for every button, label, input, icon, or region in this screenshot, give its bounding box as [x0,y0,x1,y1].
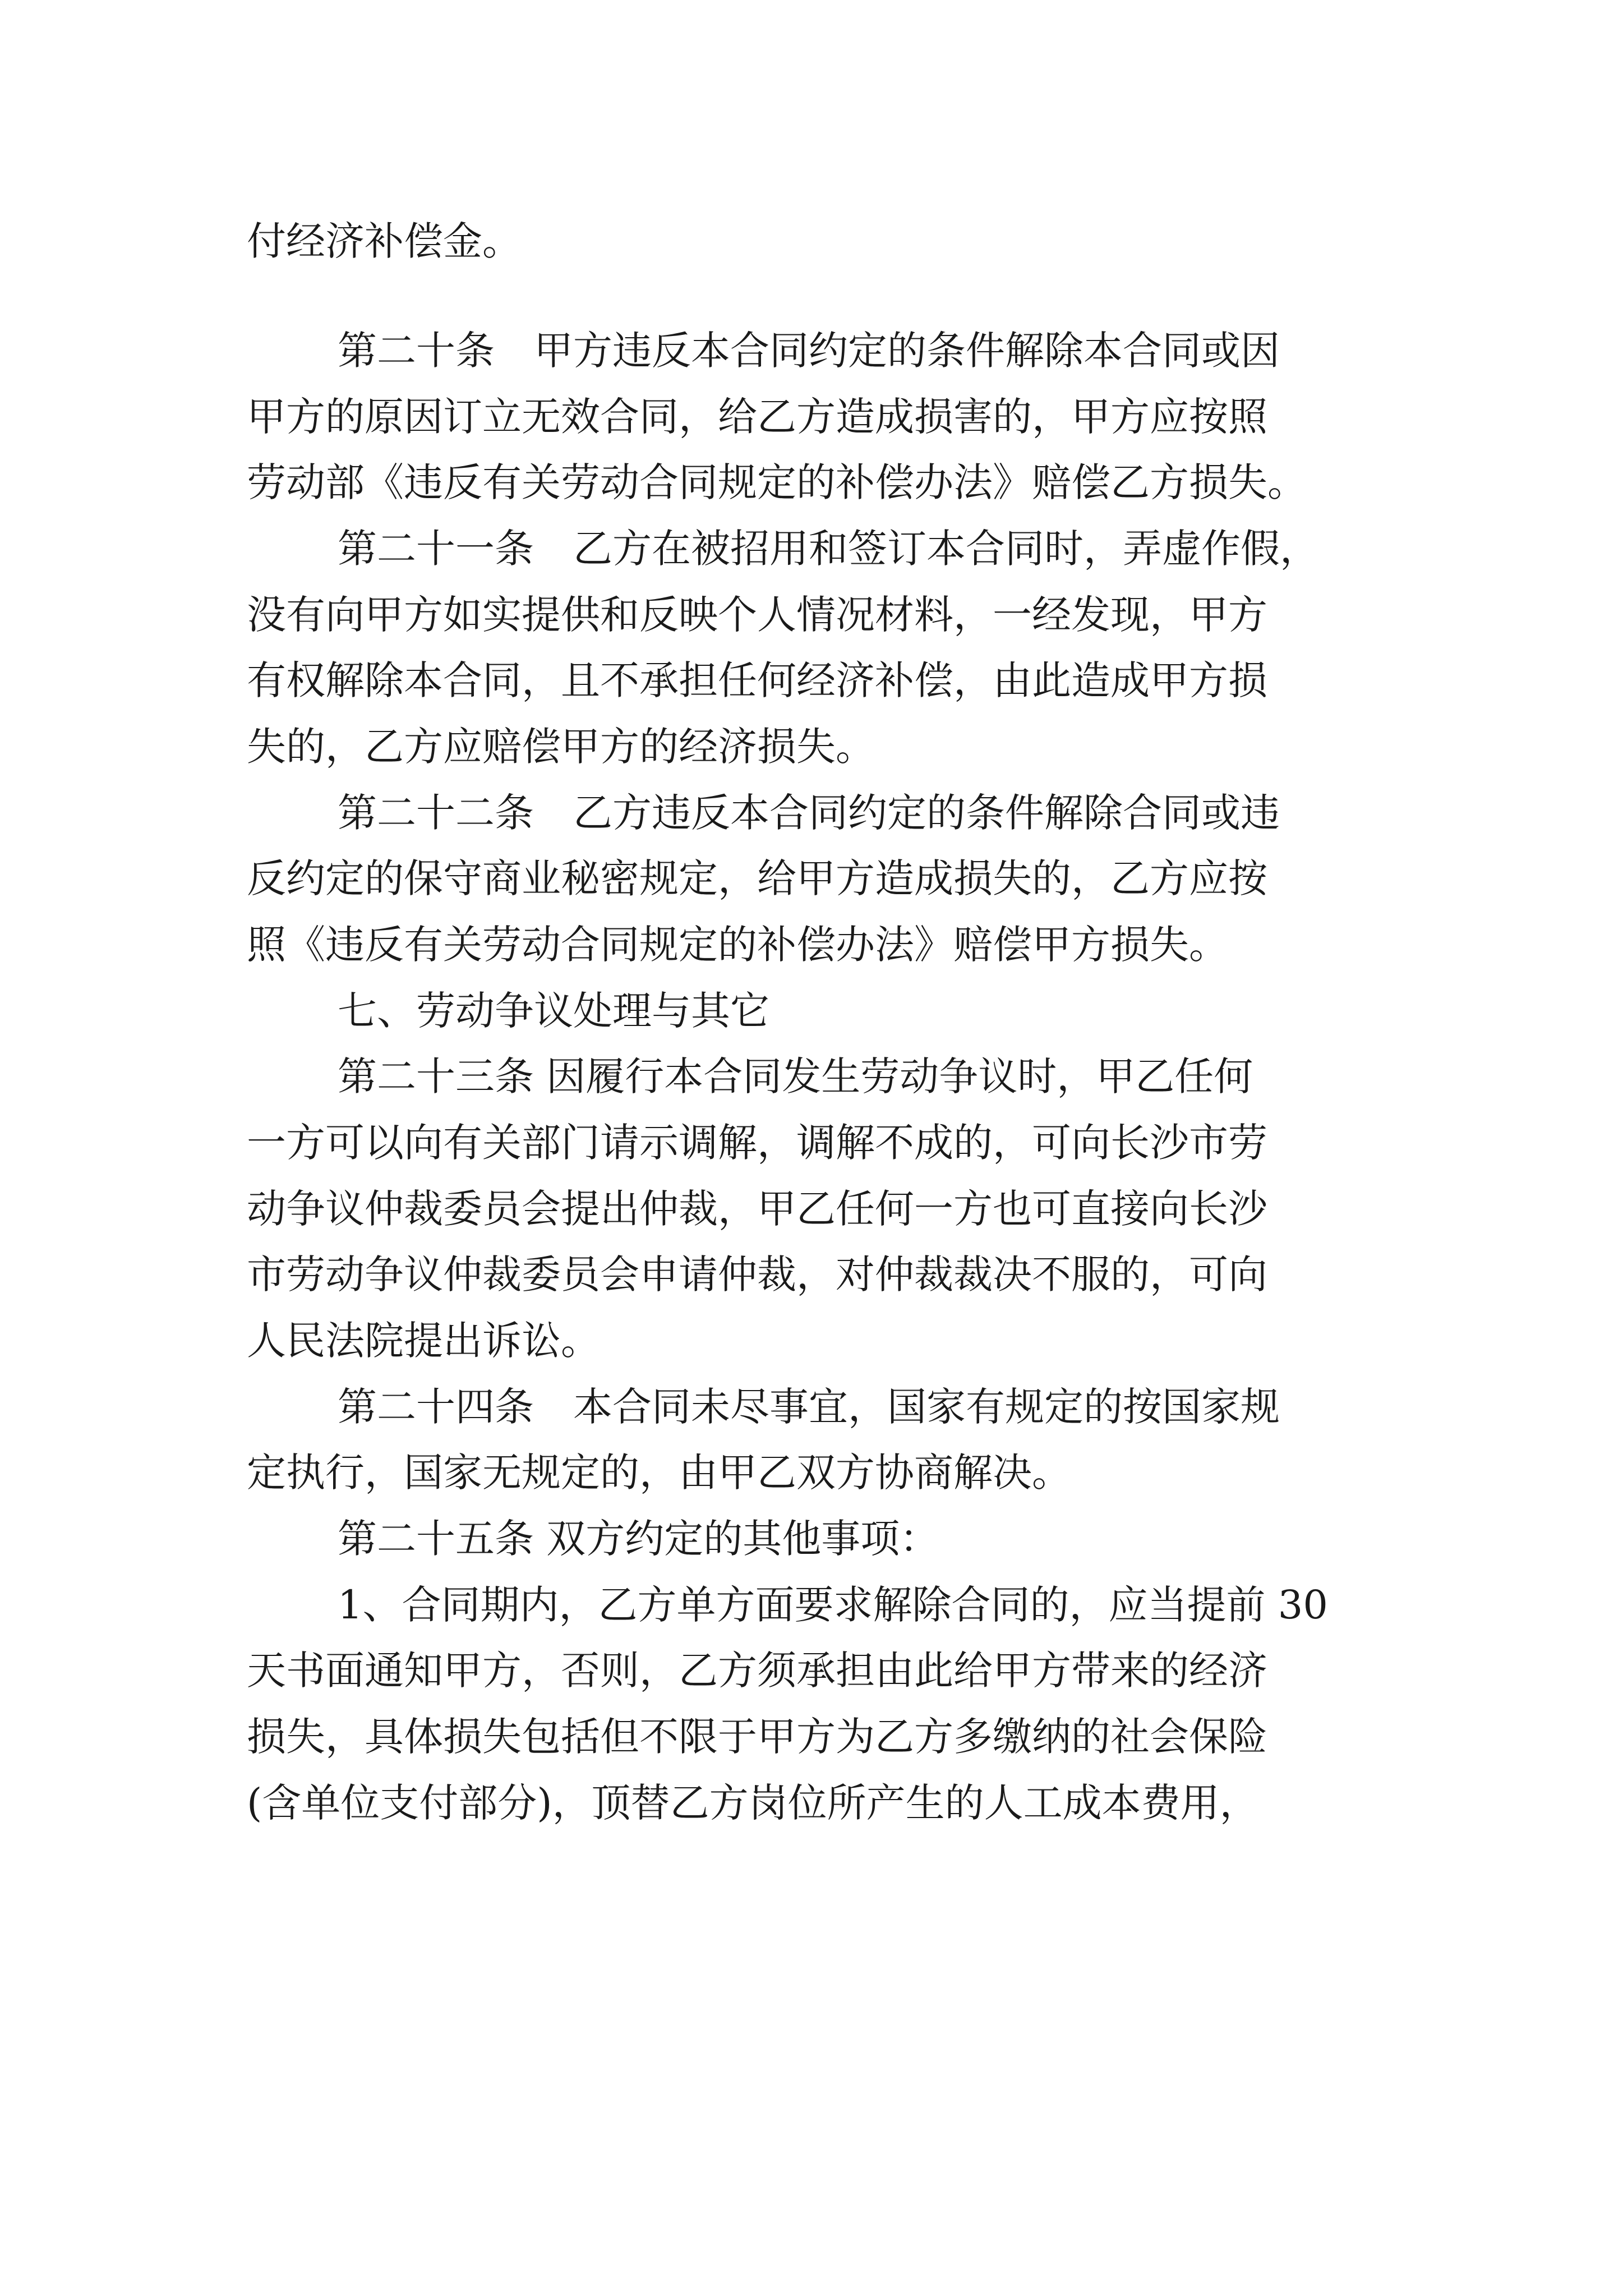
text-line: 人民法院提出诉讼。 [247,1318,600,1364]
text-line: 损失，具体损失包括但不限于甲方为乙方多缴纳的社会保险 [247,1714,1267,1760]
text-line: (含单位支付部分)，顶替乙方岗位所产生的人工成本费用， [247,1780,1259,1826]
text-line: 劳动部《违反有关劳动合同规定的补偿办法》赔偿乙方损失。 [247,459,1307,505]
text-line: 第二十二条 乙方违反本合同约定的条件解除合同或违 [338,790,1280,836]
text-line: 付经济补偿金。 [247,218,522,264]
text-line: 天书面通知甲方，否则，乙方须承担由此给甲方带来的经济 [247,1648,1267,1694]
text-line: 第二十四条 本合同未尽事宜，国家有规定的按国家规 [338,1384,1280,1430]
text-line: 市劳动争议仲裁委员会申请仲裁，对仲裁裁决不服的，可向 [247,1251,1267,1297]
section-heading: 七、劳动争议处理与其它 [338,988,769,1034]
text-line: 第二十条 甲方违反本合同约定的条件解除本合同或因 [338,328,1280,374]
text-line: 1、合同期内，乙方单方面要求解除合同的，应当提前 30 [338,1582,1328,1628]
text-line: 失的，乙方应赔偿甲方的经济损失。 [247,724,875,770]
text-line: 第二十三条 因履行本合同发生劳动争议时，甲乙任何 [338,1053,1253,1099]
text-line: 一方可以向有关部门请示调解，调解不成的，可向长沙市劳 [247,1120,1267,1166]
text-line: 第二十一条 乙方在被招用和签订本合同时，弄虚作假， [338,526,1319,572]
text-line: 动争议仲裁委员会提出仲裁，甲乙任何一方也可直接向长沙 [247,1186,1267,1232]
text-line: 有权解除本合同，且不承担任何经济补偿，由此造成甲方损 [247,657,1267,703]
text-line: 定执行，国家无规定的，由甲乙双方协商解决。 [247,1450,1071,1496]
text-line: 照《违反有关劳动合同规定的补偿办法》赔偿甲方损失。 [247,922,1228,968]
text-line: 第二十五条 双方约定的其他事项： [338,1516,939,1562]
text-line: 反约定的保守商业秘密规定，给甲方造成损失的，乙方应按 [247,855,1267,901]
text-line: 没有向甲方如实提供和反映个人情况材料，一经发现，甲方 [247,592,1267,638]
text-line: 甲方的原因订立无效合同，给乙方造成损害的，甲方应按照 [247,394,1267,440]
